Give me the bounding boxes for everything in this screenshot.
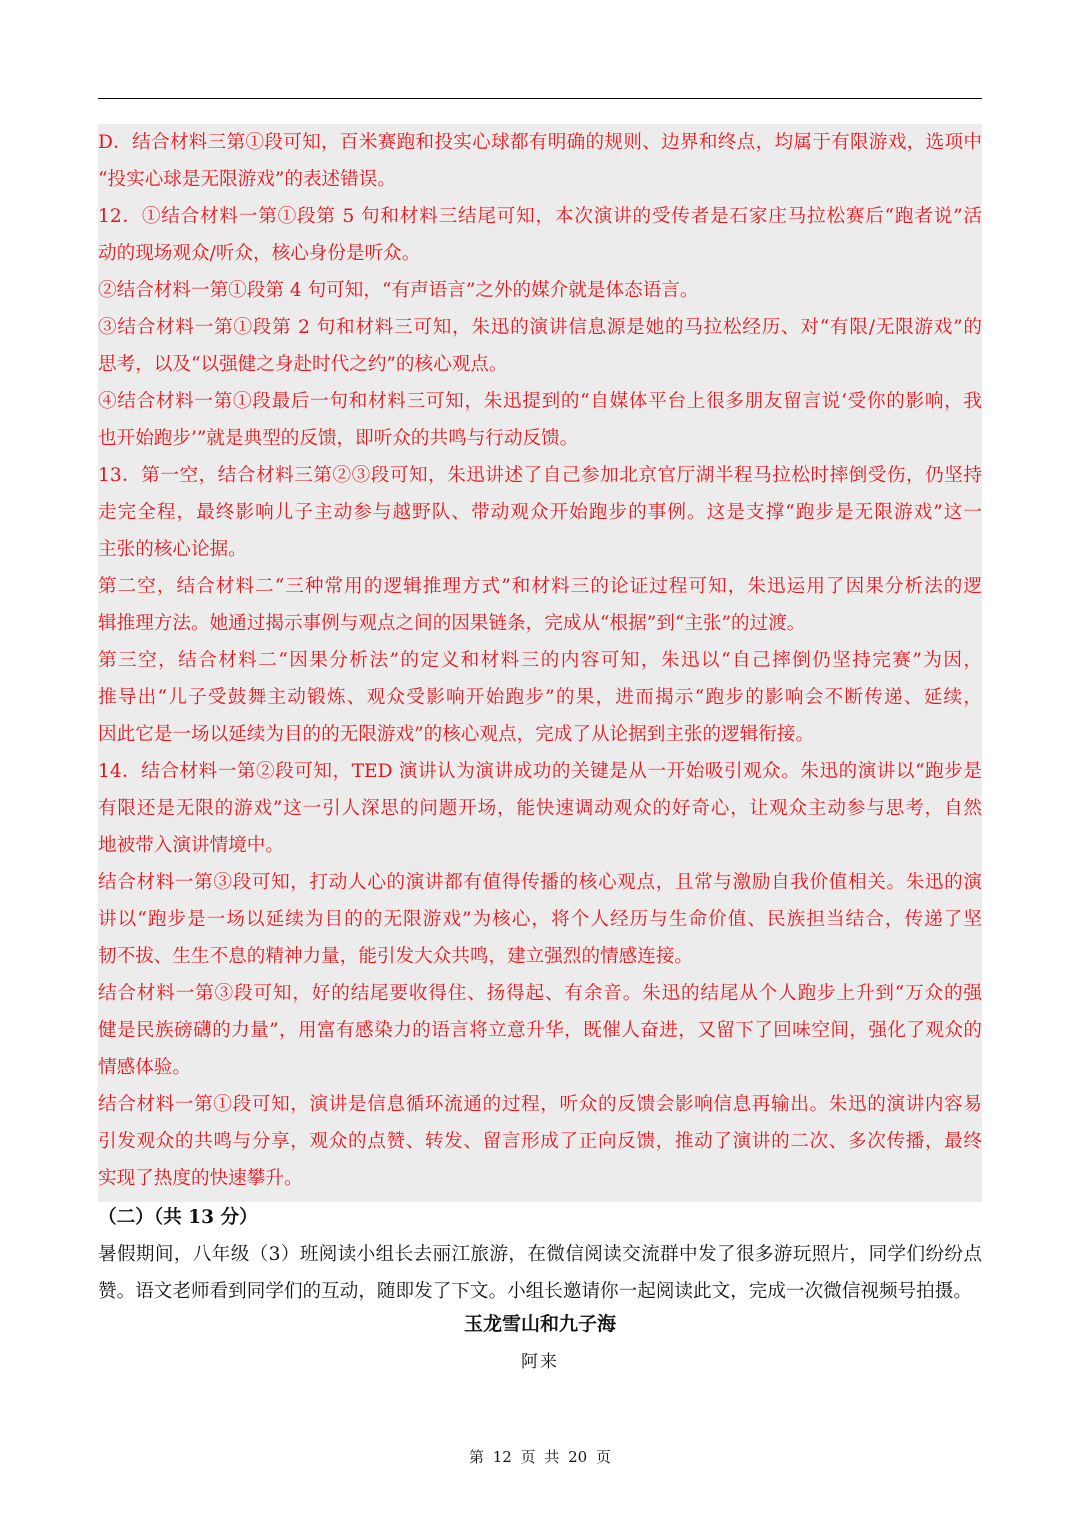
intro-line-2: 赞。语文老师看到同学们的互动，随即发了下文。小组长邀请你一起阅读此文，完成一次微信视频号拍摄。: [98, 1281, 972, 1302]
answer-line: ②结合材料一第①段第 4 句可知，“有声语言”之外的媒介就是体态语言。: [98, 280, 699, 301]
answer-line: 讲以“跑步是一场以延续为目的的无限游戏”为核心，将个人经历与生命价值、民族担当结合，传递了坚: [98, 909, 982, 930]
answer-line: 思考，以及“以强健之身赴时代之约”的核心观点。: [98, 354, 508, 375]
answer-line: 走完全程，最终影响儿子主动参与越野队、带动观众开始跑步的事例。这是支撑“跑步是无限游戏”这一: [98, 502, 982, 523]
answer-line: 结合材料一第③段可知，打动人心的演讲都有值得传播的核心观点，且常与激励自我价值相关。朱迅的演: [98, 872, 982, 893]
header-rule: [98, 98, 982, 99]
answer-line: 地被带入演讲情境中。: [98, 835, 284, 856]
intro-line-1: 暑假期间，八年级（3）班阅读小组长去丽江旅游，在微信阅读交流群中发了很多游玩照片，同学们纷纷点: [98, 1244, 982, 1265]
article-author: 阿来: [521, 1352, 559, 1372]
answer-line: 结合材料一第①段可知，演讲是信息循环流通的过程，听众的反馈会影响信息再输出。朱迅的演讲内容易: [98, 1094, 982, 1115]
answer-line: 主张的核心论据。: [98, 539, 247, 560]
answer-line: 也开始跑步’”就是典型的反馈，即听众的共鸣与行动反馈。: [98, 428, 579, 449]
answer-line: 动的现场观众/听众，核心身份是听众。: [98, 243, 421, 264]
answer-line: 13．第一空，结合材料三第②③段可知，朱迅讲述了自己参加北京官厅湖半程马拉松时摔倒受伤，仍坚持: [98, 465, 982, 486]
page-number: 第 12 页 共 20 页: [468, 1448, 611, 1466]
answer-line: 韧不拔、生生不息的精神力量，能引发大众共鸣，建立强烈的情感连接。: [98, 946, 694, 967]
section-heading: （二）（共 13 分）: [98, 1207, 258, 1228]
answer-line: 有限还是无限的游戏”这一引人深思的问题开场，能快速调动观众的好奇心，让观众主动参与思考，自然: [98, 798, 982, 819]
answer-line: ③结合材料一第①段第 2 句和材料三可知，朱迅的演讲信息源是她的马拉松经历、对“有限/无限游戏”的: [98, 317, 982, 338]
answer-line: 12．①结合材料一第①段第 5 句和材料三结尾可知，本次演讲的受传者是石家庄马拉松赛后“跑者说”活: [98, 206, 982, 227]
answer-line: 结合材料一第③段可知，好的结尾要收得住、扬得起、有余音。朱迅的结尾从个人跑步上升到“万众的强: [98, 983, 982, 1004]
answer-line: 14．结合材料一第②段可知，TED 演讲认为演讲成功的关键是从一开始吸引观众。朱迅的演讲以“跑步是: [98, 761, 982, 782]
answer-line: 第二空，结合材料二“三种常用的逻辑推理方式”和材料三的论证过程可知，朱迅运用了因果分析法的逻: [98, 576, 982, 597]
answer-line: “投实心球是无限游戏”的表述错误。: [98, 169, 396, 190]
answer-line: 推导出“儿子受鼓舞主动锻炼、观众受影响开始跑步”的果，进而揭示“跑步的影响会不断传递、延续，: [98, 687, 982, 708]
answer-line: ④结合材料一第①段最后一句和材料三可知，朱迅提到的“自媒体平台上很多朋友留言说‘受你的影响，我: [98, 391, 982, 412]
answer-line: 引发观众的共鸣与分享，观众的点赞、转发、留言形成了正向反馈，推动了演讲的二次、多次传播，最终: [98, 1131, 982, 1152]
article-title: 玉龙雪山和九子海: [463, 1313, 616, 1335]
answer-line: 健是民族磅礴的力量”，用富有感染力的语言将立意升华，既催人奋进，又留下了回味空间，强化了观众的: [98, 1020, 982, 1041]
answer-line: 实现了热度的快速攀升。: [98, 1168, 303, 1189]
answer-line: 情感体验。: [98, 1057, 191, 1078]
answer-line: D．结合材料三第①段可知，百米赛跑和投实心球都有明确的规则、边界和终点，均属于有限游戏，选项中: [98, 132, 982, 153]
answer-line: 第三空，结合材料二“因果分析法”的定义和材料三的内容可知，朱迅以“自己摔倒仍坚持完赛”为因，: [98, 650, 982, 671]
answer-line: 因此它是一场以延续为目的的无限游戏”的核心观点，完成了从论据到主张的逻辑衔接。: [98, 724, 815, 745]
answer-line: 辑推理方法。她通过揭示事例与观点之间的因果链条，完成从“根据”到“主张”的过渡。: [98, 613, 806, 634]
